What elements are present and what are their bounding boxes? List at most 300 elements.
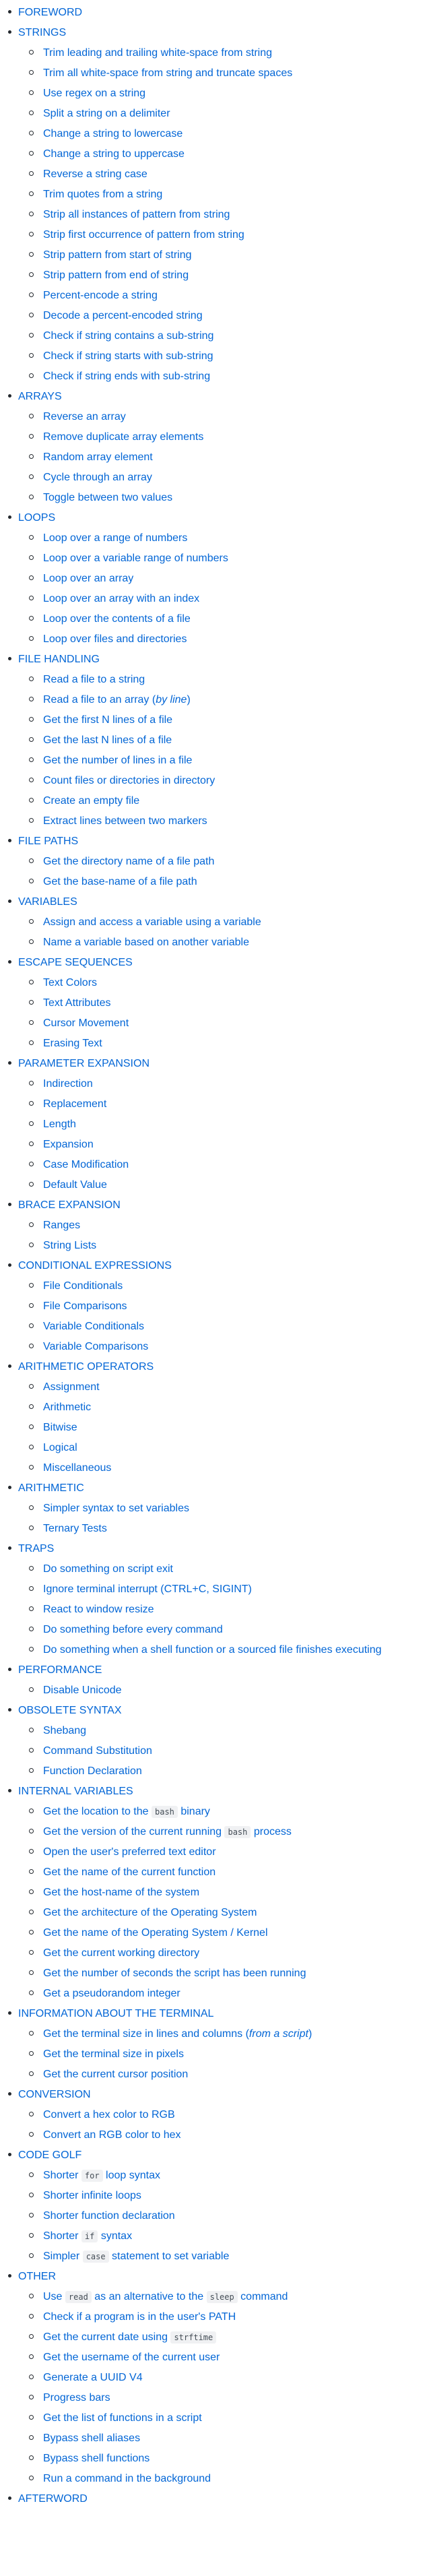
toc-item-link[interactable] — [43, 2352, 220, 2363]
list-item — [18, 1579, 431, 1600]
toc-item-link[interactable] — [43, 977, 97, 988]
toc-item-link[interactable] — [43, 1624, 223, 1635]
section-link-code-golf[interactable]: CODE GOLF — [18, 2149, 82, 2161]
toc-item-row — [43, 326, 431, 346]
section-link-obsolete-syntax[interactable]: OBSOLETE SYNTAX — [18, 1705, 122, 1716]
toc-section-conditional-expressions — [0, 1256, 431, 1357]
toc-item-link[interactable] — [43, 795, 139, 807]
toc-item-row — [43, 144, 431, 164]
toc-item-row — [43, 1317, 431, 1337]
section-link-conversion[interactable]: CONVERSION — [18, 2089, 91, 2100]
toc-item-row — [43, 2226, 431, 2247]
toc-item-link[interactable] — [43, 1017, 129, 1029]
link-text: Get the current working directory — [43, 1947, 200, 1959]
toc-item-row — [43, 811, 431, 831]
list-item — [18, 2247, 431, 2267]
toc-item-row — [43, 1074, 431, 1094]
toc-item-row — [43, 1600, 431, 1620]
toc-item-link[interactable] — [43, 1119, 76, 1130]
toc-item-link[interactable] — [43, 67, 292, 79]
toc-item-link[interactable] — [43, 1907, 257, 1918]
list-item — [18, 1640, 431, 1660]
toc-item-row — [43, 2186, 431, 2206]
toc-item-link[interactable] — [43, 1038, 102, 1049]
toc-item-link[interactable] — [43, 1442, 77, 1453]
toc-item-row — [43, 1296, 431, 1317]
toc-item-link[interactable] — [43, 1078, 93, 1090]
toc-section-row — [18, 892, 431, 912]
inline-code: if — [81, 2230, 98, 2242]
toc-section-other — [0, 2267, 431, 2489]
toc-item-link[interactable] — [43, 189, 162, 200]
toc-item-link[interactable] — [43, 734, 172, 746]
section-link-performance[interactable]: PERFORMANCE — [18, 1664, 102, 1676]
link-text: Get a pseudorandom integer — [43, 1988, 180, 1999]
list-item — [18, 1984, 431, 2004]
toc-item-link[interactable] — [43, 168, 147, 180]
toc-item-row — [43, 1741, 431, 1761]
toc-item-link[interactable] — [43, 1806, 210, 1817]
toc-item-link[interactable] — [43, 1604, 154, 1615]
toc-item-link[interactable] — [43, 1563, 173, 1575]
link-text: Replacement — [43, 1098, 107, 1110]
inline-code: bash — [152, 1806, 178, 1818]
list-item — [18, 43, 431, 63]
toc-item-link[interactable] — [43, 937, 249, 948]
toc-item-link[interactable] — [43, 2129, 181, 2141]
toc-item-link[interactable] — [43, 1968, 306, 1979]
toc-item-link[interactable] — [43, 876, 197, 887]
toc-item-link[interactable] — [43, 249, 192, 261]
toc-item-link[interactable] — [43, 1341, 148, 1352]
list-item — [18, 427, 431, 447]
toc-item-link[interactable] — [43, 1866, 216, 1878]
toc-item-row — [43, 2368, 431, 2388]
toc-item-link[interactable] — [43, 916, 261, 928]
toc-section-code-golf — [0, 2145, 431, 2267]
toc-item-row — [43, 1276, 431, 1296]
list-item — [18, 2368, 431, 2388]
toc-item-link[interactable] — [43, 1098, 106, 1110]
toc-item-link[interactable] — [43, 1321, 144, 1332]
link-text: Bypass shell functions — [43, 2453, 150, 2464]
toc-item-link[interactable] — [43, 229, 244, 241]
list-item — [18, 1923, 431, 1943]
list-item — [18, 1337, 431, 1357]
toc-subsection-list — [18, 2024, 431, 2085]
toc-item-row — [43, 1943, 431, 1964]
link-text: Shorter — [43, 2170, 81, 2181]
toc-item-row — [43, 306, 431, 326]
list-item — [18, 346, 431, 367]
list-item — [18, 63, 431, 84]
toc-item-row — [43, 164, 431, 185]
toc-item-row — [43, 1579, 431, 1600]
toc-item-link[interactable] — [43, 775, 215, 786]
toc-item-link[interactable] — [43, 47, 272, 59]
toc-item-link[interactable] — [43, 2291, 288, 2302]
list-item — [18, 265, 431, 286]
toc-section-variables — [0, 892, 431, 953]
toc-item-link[interactable] — [43, 1503, 189, 1514]
list-item — [18, 751, 431, 771]
list-item — [18, 164, 431, 185]
toc-subsection-list — [18, 912, 431, 953]
section-link-parameter-expansion[interactable]: PARAMETER EXPANSION — [18, 1058, 150, 1069]
toc-section-information-about-the-terminal — [0, 2004, 431, 2085]
list-item — [18, 367, 431, 387]
list-item — [18, 2327, 431, 2348]
toc-item-link[interactable] — [43, 593, 199, 604]
toc-item-link[interactable] — [43, 1947, 199, 1959]
section-link-internal-variables[interactable]: INTERNAL VARIABLES — [18, 1786, 133, 1797]
toc-item-link[interactable] — [43, 2331, 216, 2343]
toc-item-row — [43, 528, 431, 548]
link-text: Bitwise — [43, 1422, 77, 1433]
toc-item-row — [43, 1802, 431, 1822]
link-text: Loop over files and directories — [43, 633, 187, 645]
toc-item-link[interactable] — [43, 1583, 252, 1595]
toc-item-link[interactable] — [43, 1523, 107, 1534]
list-item — [18, 2287, 431, 2307]
toc-section-row — [18, 1701, 431, 1721]
toc-item-row — [43, 2428, 431, 2449]
list-item — [18, 2044, 431, 2065]
list-item — [18, 185, 431, 205]
toc-section-loops — [0, 508, 431, 650]
toc-item-link[interactable] — [43, 1220, 80, 1231]
toc-item-link[interactable] — [43, 714, 172, 726]
link-text: Get the first N lines of a file — [43, 714, 173, 726]
toc-section-row — [18, 2267, 431, 2287]
toc-item-link[interactable] — [43, 1300, 127, 1312]
section-link-information-about-the-terminal[interactable]: INFORMATION ABOUT THE TERMINAL — [18, 2008, 214, 2019]
toc-item-row — [43, 1216, 431, 1236]
link-text: Logical — [43, 1442, 77, 1453]
link-text: Toggle between two values — [43, 492, 173, 503]
section-link-other[interactable]: OTHER — [18, 2271, 56, 2282]
list-item — [18, 569, 431, 589]
link-text: String Lists — [43, 1240, 97, 1251]
toc-item-link[interactable] — [43, 1381, 100, 1393]
toc-item-link[interactable] — [43, 1159, 129, 1170]
toc-subsection-list — [18, 1559, 431, 1660]
toc-item-link[interactable] — [43, 2372, 143, 2383]
toc-item-link[interactable] — [43, 1745, 152, 1757]
toc-item-link[interactable] — [43, 2251, 229, 2262]
toc-item-row — [43, 286, 431, 306]
section-link-afterword[interactable]: AFTERWORD — [18, 2493, 88, 2505]
section-link-escape-sequences[interactable]: ESCAPE SEQUENCES — [18, 957, 133, 968]
toc-item-link[interactable] — [43, 573, 133, 584]
list-item — [18, 286, 431, 306]
list-item — [18, 1499, 431, 1519]
link-text: Check if string starts with sub-string — [43, 350, 213, 362]
toc-section-row — [18, 2004, 431, 2024]
toc-item-row — [43, 63, 431, 84]
link-text: Read a file to an array ( — [43, 694, 156, 705]
toc-subsection-list — [18, 528, 431, 650]
toc-item-row — [43, 1559, 431, 1579]
link-text: Cycle through an array — [43, 472, 152, 483]
toc-item-link[interactable] — [43, 1725, 86, 1736]
toc-item-link[interactable] — [43, 1685, 122, 1696]
toc-item-link[interactable] — [43, 1240, 96, 1251]
toc-subsection-list — [18, 1377, 431, 1478]
toc-section-conversion — [0, 2085, 431, 2145]
toc-section-arithmetic-operators — [0, 1357, 431, 1478]
link-text: File Conditionals — [43, 1280, 123, 1292]
toc-item-link[interactable] — [43, 674, 145, 685]
toc-item-link[interactable] — [43, 1765, 142, 1777]
list-item — [18, 548, 431, 569]
list-item — [18, 2388, 431, 2408]
toc-item-link[interactable] — [43, 1139, 94, 1150]
link-text: Loop over a variable range of numbers — [43, 553, 228, 564]
toc-item-link[interactable] — [43, 2048, 184, 2060]
toc-item-link[interactable] — [43, 2392, 110, 2404]
link-text: Shorter — [43, 2230, 81, 2242]
toc-item-link[interactable] — [43, 633, 187, 645]
toc-item-link[interactable] — [43, 694, 191, 705]
list-item — [18, 1074, 431, 1094]
toc-item-link[interactable] — [43, 2170, 160, 2181]
toc-item-link[interactable] — [43, 88, 145, 99]
link-text: Trim leading and trailing white-space from string — [43, 47, 272, 59]
link-text: Indirection — [43, 1078, 93, 1090]
toc-subsection-list — [18, 973, 431, 1054]
toc-section-parameter-expansion — [0, 1054, 431, 1195]
list-item — [18, 2469, 431, 2489]
toc-item-row — [43, 872, 431, 892]
list-item — [18, 1862, 431, 1883]
toc-item-row — [43, 245, 431, 265]
list-item — [18, 225, 431, 245]
toc-item-link[interactable] — [43, 411, 126, 422]
link-text: Decode a percent-encoded string — [43, 310, 203, 321]
list-item — [18, 2428, 431, 2449]
toc-item-row — [43, 1013, 431, 1034]
toc-item-link[interactable] — [43, 2473, 211, 2484]
list-item — [18, 1094, 431, 1114]
emphasis-text: from a script — [248, 2028, 308, 2040]
toc-item-link[interactable] — [43, 330, 213, 342]
toc-item-link[interactable] — [43, 613, 191, 625]
toc-item-link[interactable] — [43, 1402, 91, 1413]
toc-item-link[interactable] — [43, 2311, 236, 2323]
toc-item-link[interactable] — [43, 209, 230, 220]
section-link-foreword[interactable]: FOREWORD — [18, 7, 83, 18]
toc-item-row — [43, 1499, 431, 1519]
toc-item-link[interactable] — [43, 128, 183, 139]
toc-item-link[interactable] — [43, 290, 158, 301]
toc-item-row — [43, 1862, 431, 1883]
link-text: Bypass shell aliases — [43, 2432, 141, 2444]
list-item — [18, 306, 431, 326]
list-item — [18, 912, 431, 933]
list-item — [18, 407, 431, 427]
toc-item-link[interactable] — [43, 815, 207, 827]
toc-item-row — [43, 265, 431, 286]
list-item — [18, 2348, 431, 2368]
list-item — [18, 144, 431, 164]
toc-item-link[interactable] — [43, 2432, 140, 2444]
toc-item-row — [43, 1034, 431, 1054]
list-item — [18, 205, 431, 225]
toc-item-row — [43, 2125, 431, 2145]
toc-item-link[interactable] — [43, 2069, 188, 2080]
link-text: Change a string to uppercase — [43, 148, 185, 160]
list-item — [18, 488, 431, 508]
toc-item-link[interactable] — [43, 2109, 175, 2121]
toc-item-row — [43, 1923, 431, 1943]
link-text: Name a variable based on another variable — [43, 937, 249, 948]
list-item — [18, 1114, 431, 1135]
toc-item-row — [43, 2388, 431, 2408]
toc-item-row — [43, 1377, 431, 1397]
toc-subsection-list — [18, 1216, 431, 1256]
link-text: Progress bars — [43, 2392, 110, 2404]
toc-item-row — [43, 2287, 431, 2307]
toc-item-link[interactable] — [43, 1846, 216, 1858]
link-text: Get the list of functions in a script — [43, 2412, 202, 2424]
toc-item-row — [43, 1337, 431, 1357]
toc-item-row — [43, 912, 431, 933]
link-text: Text Attributes — [43, 997, 111, 1009]
toc-item-link[interactable] — [43, 472, 152, 483]
toc-item-link[interactable] — [43, 2412, 202, 2424]
toc-section-row — [18, 953, 431, 973]
list-item — [18, 1438, 431, 1458]
section-link-variables[interactable]: VARIABLES — [18, 896, 77, 908]
toc-item-row — [43, 346, 431, 367]
toc-item-row — [43, 609, 431, 629]
link-text: Extract lines between two markers — [43, 815, 207, 827]
toc-item-row — [43, 488, 431, 508]
list-item — [18, 710, 431, 730]
list-item — [18, 1822, 431, 1842]
link-text: Get the number of lines in a file — [43, 755, 193, 766]
link-text: Check if string contains a sub-string — [43, 330, 214, 342]
toc-item-link[interactable] — [43, 451, 153, 463]
toc-item-link[interactable] — [43, 1422, 77, 1433]
toc-item-link[interactable] — [43, 2028, 312, 2040]
link-text: Get the version of the current running — [43, 1826, 225, 1837]
list-item — [18, 1458, 431, 1478]
list-item — [18, 1943, 431, 1964]
link-text: Get the username of the current user — [43, 2352, 220, 2363]
list-item — [18, 1418, 431, 1438]
link-text: Use — [43, 2291, 65, 2302]
section-link-file-paths[interactable]: FILE PATHS — [18, 836, 79, 847]
toc-section-foreword — [0, 3, 431, 23]
section-link-arithmetic-operators[interactable]: ARITHMETIC OPERATORS — [18, 1361, 154, 1373]
toc-item-row — [43, 569, 431, 589]
toc-section-file-paths — [0, 831, 431, 892]
section-link-conditional-expressions[interactable]: CONDITIONAL EXPRESSIONS — [18, 1260, 172, 1271]
section-link-arrays[interactable]: ARRAYS — [18, 391, 62, 402]
toc-item-link[interactable] — [43, 2453, 150, 2464]
toc-item-link[interactable] — [43, 2190, 141, 2201]
toc-item-link[interactable] — [43, 350, 213, 362]
toc-item-link[interactable] — [43, 492, 172, 503]
toc-item-link[interactable] — [43, 310, 203, 321]
link-text: Use regex on a string — [43, 88, 146, 99]
section-link-loops[interactable]: LOOPS — [18, 512, 56, 524]
toc-item-link[interactable] — [43, 1988, 180, 1999]
toc-section-row — [18, 2085, 431, 2105]
toc-subsection-list — [18, 2166, 431, 2267]
section-link-traps[interactable]: TRAPS — [18, 1543, 55, 1554]
link-text: Trim quotes from a string — [43, 189, 163, 200]
toc-subsection-list — [18, 1276, 431, 1357]
toc-item-row — [43, 730, 431, 751]
section-link-strings[interactable]: STRINGS — [18, 27, 67, 38]
link-text: Loop over the contents of a file — [43, 613, 191, 625]
toc-item-link[interactable] — [43, 1462, 111, 1474]
toc-section-obsolete-syntax — [0, 1701, 431, 1782]
link-text: Get the base-name of a file path — [43, 876, 197, 887]
emphasis-text: by line — [156, 694, 187, 705]
section-link-brace-expansion[interactable]: BRACE EXPANSION — [18, 1199, 121, 1211]
section-link-file-handling[interactable]: FILE HANDLING — [18, 654, 100, 665]
toc-item-link[interactable] — [43, 1179, 107, 1191]
toc-item-link[interactable] — [43, 1826, 292, 1837]
toc-subsection-list — [18, 2105, 431, 2145]
link-text: Reverse a string case — [43, 168, 147, 180]
toc-item-link[interactable] — [43, 1927, 268, 1939]
toc-item-link[interactable] — [43, 532, 187, 544]
inline-code: for — [81, 2170, 103, 2182]
link-text: Shorter infinite loops — [43, 2190, 141, 2201]
toc-item-link[interactable] — [43, 148, 185, 160]
toc-item-link[interactable] — [43, 2210, 175, 2222]
toc-item-link[interactable] — [43, 1280, 123, 1292]
toc-item-link[interactable] — [43, 270, 189, 281]
toc-item-link[interactable] — [43, 108, 170, 119]
link-text: Function Declaration — [43, 1765, 142, 1777]
link-text: Split a string on a delimiter — [43, 108, 170, 119]
toc-item-link[interactable] — [43, 856, 214, 867]
list-item — [18, 1397, 431, 1418]
list-item — [18, 852, 431, 872]
toc-item-row — [43, 710, 431, 730]
toc-item-link[interactable] — [43, 371, 210, 382]
list-item — [18, 528, 431, 548]
link-text: Case Modification — [43, 1159, 129, 1170]
link-text: File Comparisons — [43, 1300, 127, 1312]
link-text: Get the host-name of the system — [43, 1887, 200, 1898]
toc-item-link[interactable] — [43, 1644, 382, 1656]
toc-item-link[interactable] — [43, 2230, 132, 2242]
toc-item-link[interactable] — [43, 997, 111, 1009]
toc-item-link[interactable] — [43, 755, 192, 766]
toc-section-row — [18, 23, 431, 43]
list-item — [18, 1964, 431, 1984]
toc-item-link[interactable] — [43, 553, 228, 564]
link-text: Do something before every command — [43, 1624, 223, 1635]
section-link-arithmetic[interactable]: ARITHMETIC — [18, 1482, 84, 1494]
toc-item-link[interactable] — [43, 431, 203, 443]
toc-item-link[interactable] — [43, 1887, 199, 1898]
list-item — [18, 1721, 431, 1741]
toc-subsection-list — [18, 1680, 431, 1701]
list-item — [18, 2186, 431, 2206]
toc-item-row — [43, 1640, 431, 1660]
link-text: Arithmetic — [43, 1402, 92, 1413]
toc-section-row — [18, 1054, 431, 1074]
list-item — [18, 2125, 431, 2145]
